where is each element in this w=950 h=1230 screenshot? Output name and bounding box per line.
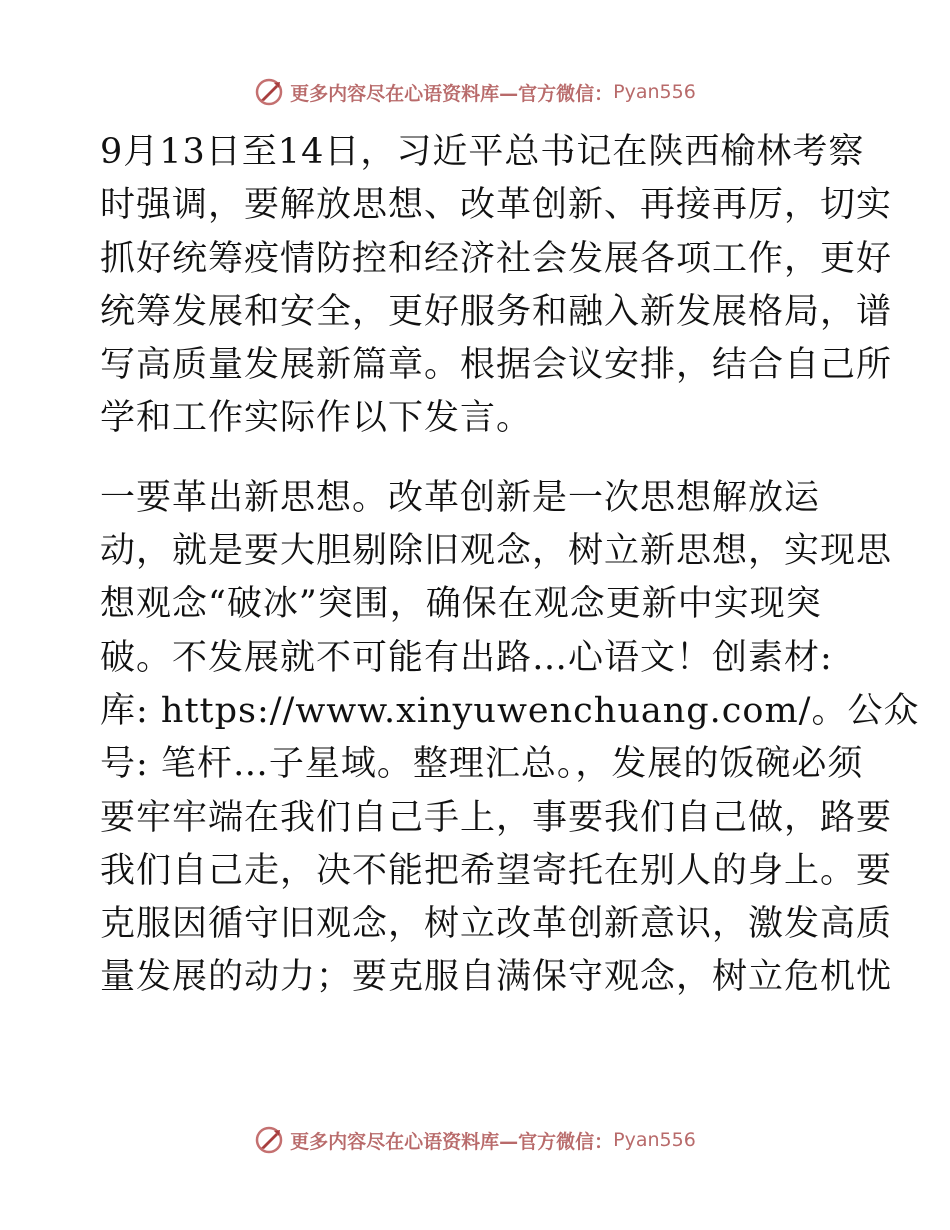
text-line: 要牢牢端在我们自己手上，事要我们自己做，路要 <box>100 797 893 838</box>
text-line: 想观念“破冰”突围，确保在观念更新中实现突 <box>100 584 822 625</box>
text-line: 我们自己走，决不能把希望寄托在别人的身上。要 <box>100 850 893 891</box>
text-line: 时强调，要解放思想、改革创新、再接再厉，切实 <box>100 185 893 226</box>
watermark-text: 更多内容尽在心语资料库—官方微信： <box>290 1130 614 1153</box>
text-line: 克服因循守旧观念，树立改革创新意识，激发高质 <box>100 904 893 945</box>
watermark-text: 更多内容尽在心语资料库—官方微信： <box>290 82 614 105</box>
paragraph-intro <box>100 126 893 446</box>
text-line: 动，就是要大胆剔除旧观念，树立新思想，实现思 <box>100 531 893 572</box>
text-line: 统筹发展和安全，更好服务和融入新发展格局，谱 <box>100 291 893 332</box>
text-line: 学和工作实际作以下发言。 <box>100 398 533 439</box>
footer-watermark <box>0 1120 950 1160</box>
document-body <box>100 126 920 1005</box>
paragraph-gap <box>100 446 860 472</box>
text-line: 一要革出新思想。改革创新是一次思想解放运 <box>100 477 821 518</box>
watermark-wechat-id: Pyan556 <box>613 1129 696 1151</box>
text-line: 破。不发展就不可能有出路…心语文！创素材: <box>100 637 833 678</box>
header-watermark <box>0 72 950 112</box>
text-line: 9月13日至14日，习近平总书记在陕西榆林考察 <box>100 132 865 172</box>
paragraph-point-one <box>100 472 920 1005</box>
quill-pen-circle-icon <box>254 77 284 107</box>
text-line: 写高质量发展新篇章。根据会议安排，结合自己所 <box>100 345 893 386</box>
text-line: 号: 笔杆…子星域。整理汇总。，发展的饭碗必须 <box>100 744 864 785</box>
quill-pen-circle-icon <box>254 1125 284 1155</box>
text-line: 量发展的动力；要克服自满保守观念，树立危机忧 <box>100 957 893 998</box>
watermark-wechat-id: Pyan556 <box>613 81 696 103</box>
text-line: 抓好统筹疫情防控和经济社会发展各项工作，更好 <box>100 238 893 279</box>
text-line: 库: https://www.xinyuwenchuang.com/。公众 <box>100 690 920 731</box>
